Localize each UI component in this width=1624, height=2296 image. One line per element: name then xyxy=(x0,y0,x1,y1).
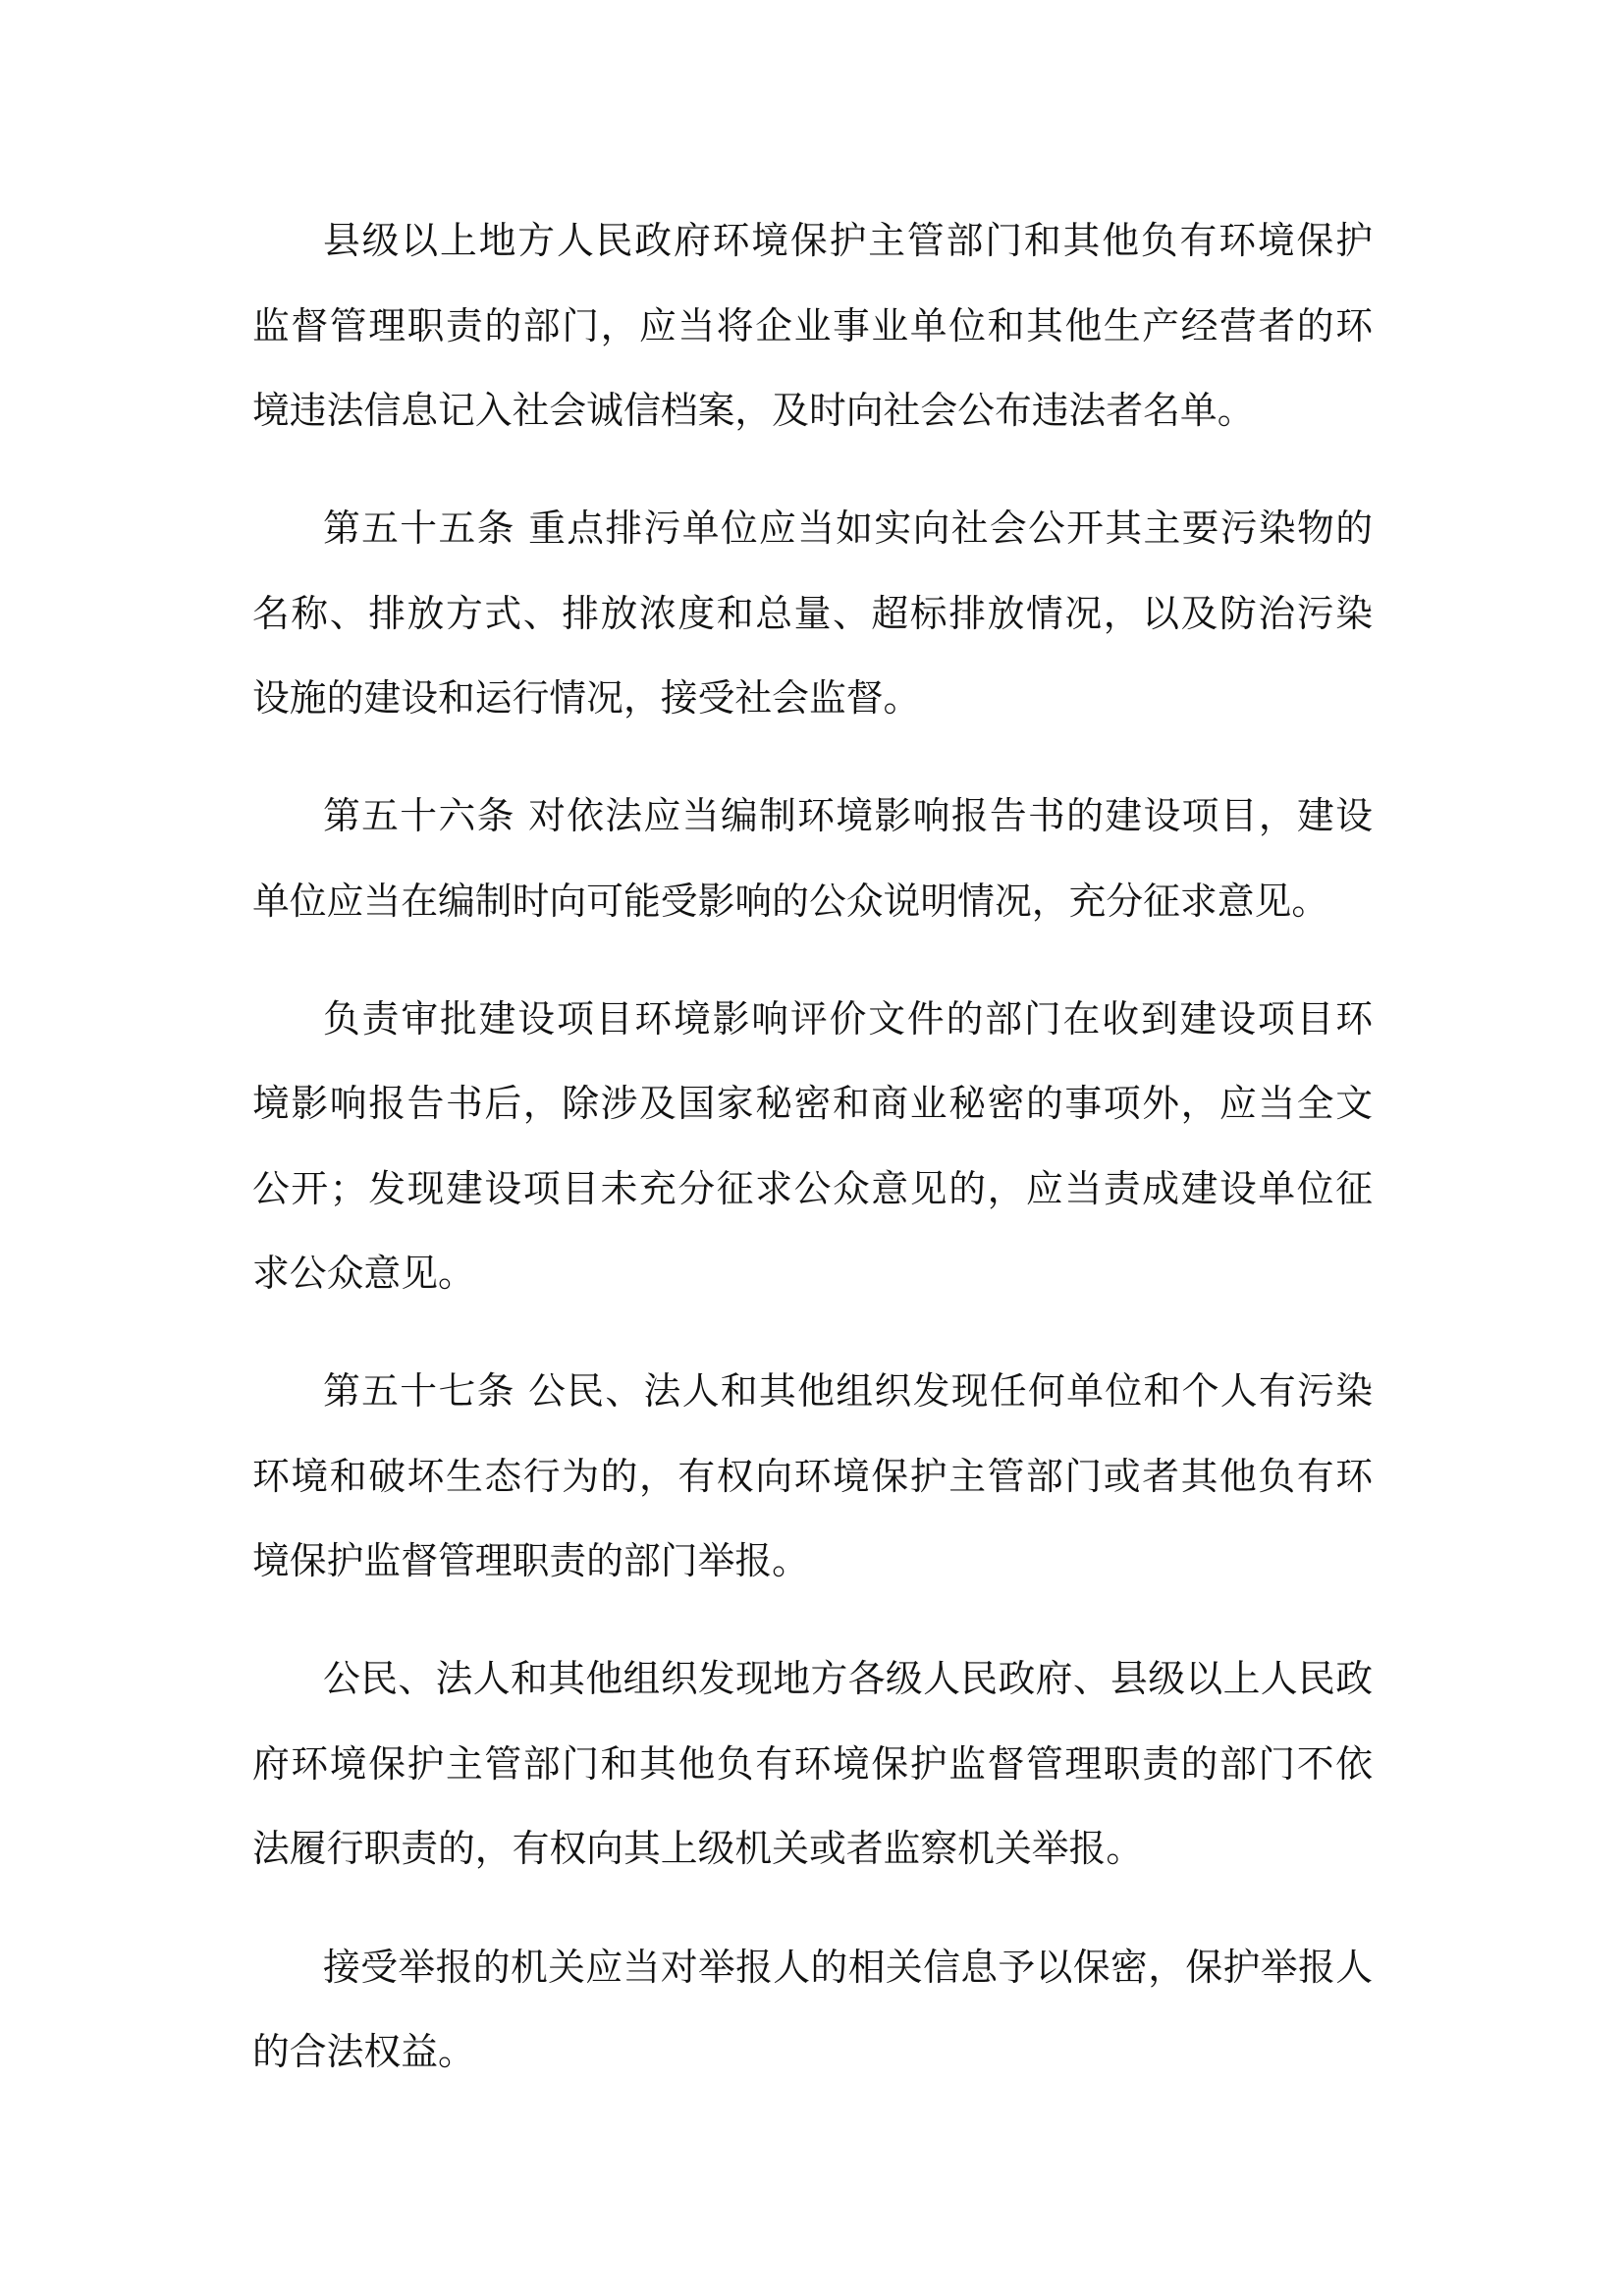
text-line: 第五十六条 对依法应当编制环境影响报告书的建设项目，建设 xyxy=(323,794,1373,838)
paragraph-article-57 xyxy=(252,1349,1373,1604)
paragraph-article-57-confidentiality xyxy=(252,1925,1373,2095)
text-line: 境违法信息记入社会诚信档案，及时向社会公布违法者名单。 xyxy=(252,389,1255,432)
paragraph-credit-record xyxy=(252,198,1373,454)
paragraph-article-56-disclosure xyxy=(252,977,1373,1316)
text-line: 境影响报告书后，除涉及国家秘密和商业秘密的事项外，应当全文 xyxy=(252,1082,1373,1126)
paragraph-article-56 xyxy=(252,774,1373,943)
text-line: 的合法权益。 xyxy=(252,2030,475,2074)
paragraph-article-55 xyxy=(252,486,1373,741)
paragraph-article-57-government-report xyxy=(252,1636,1373,1892)
text-line: 求公众意见。 xyxy=(252,1252,475,1296)
text-line: 设施的建设和运行情况，接受社会监督。 xyxy=(252,676,921,721)
text-line: 环境和破坏生态行为的，有权向环境保护主管部门或者其他负有环 xyxy=(252,1454,1373,1498)
text-line: 第五十七条 公民、法人和其他组织发现任何单位和个人有污染 xyxy=(323,1369,1373,1414)
text-line: 府环境保护主管部门和其他负有环境保护监督管理职责的部门不依 xyxy=(252,1741,1373,1786)
text-line: 公民、法人和其他组织发现地方各级人民政府、县级以上人民政 xyxy=(323,1657,1373,1701)
text-line: 法履行职责的，有权向其上级机关或者监察机关举报。 xyxy=(252,1827,1144,1871)
text-line: 县级以上地方人民政府环境保护主管部门和其他负有环境保护 xyxy=(323,219,1373,262)
text-line: 公开；发现建设项目未充分征求公众意见的，应当责成建设单位征 xyxy=(252,1166,1373,1210)
text-line: 负责审批建设项目环境影响评价文件的部门在收到建设项目环 xyxy=(323,996,1373,1041)
text-line: 单位应当在编制时向可能受影响的公众说明情况，充分征求意见。 xyxy=(252,879,1329,923)
text-line: 境保护监督管理职责的部门举报。 xyxy=(252,1539,809,1583)
text-line: 名称、排放方式、排放浓度和总量、超标排放情况，以及防治污染 xyxy=(252,591,1373,635)
text-line: 接受举报的机关应当对举报人的相关信息予以保密，保护举报人 xyxy=(323,1945,1373,1989)
text-line: 监督管理职责的部门，应当将企业事业单位和其他生产经营者的环 xyxy=(252,303,1373,347)
text-line: 第五十五条 重点排污单位应当如实向社会公开其主要污染物的 xyxy=(323,507,1373,551)
document-body xyxy=(252,198,1373,2127)
